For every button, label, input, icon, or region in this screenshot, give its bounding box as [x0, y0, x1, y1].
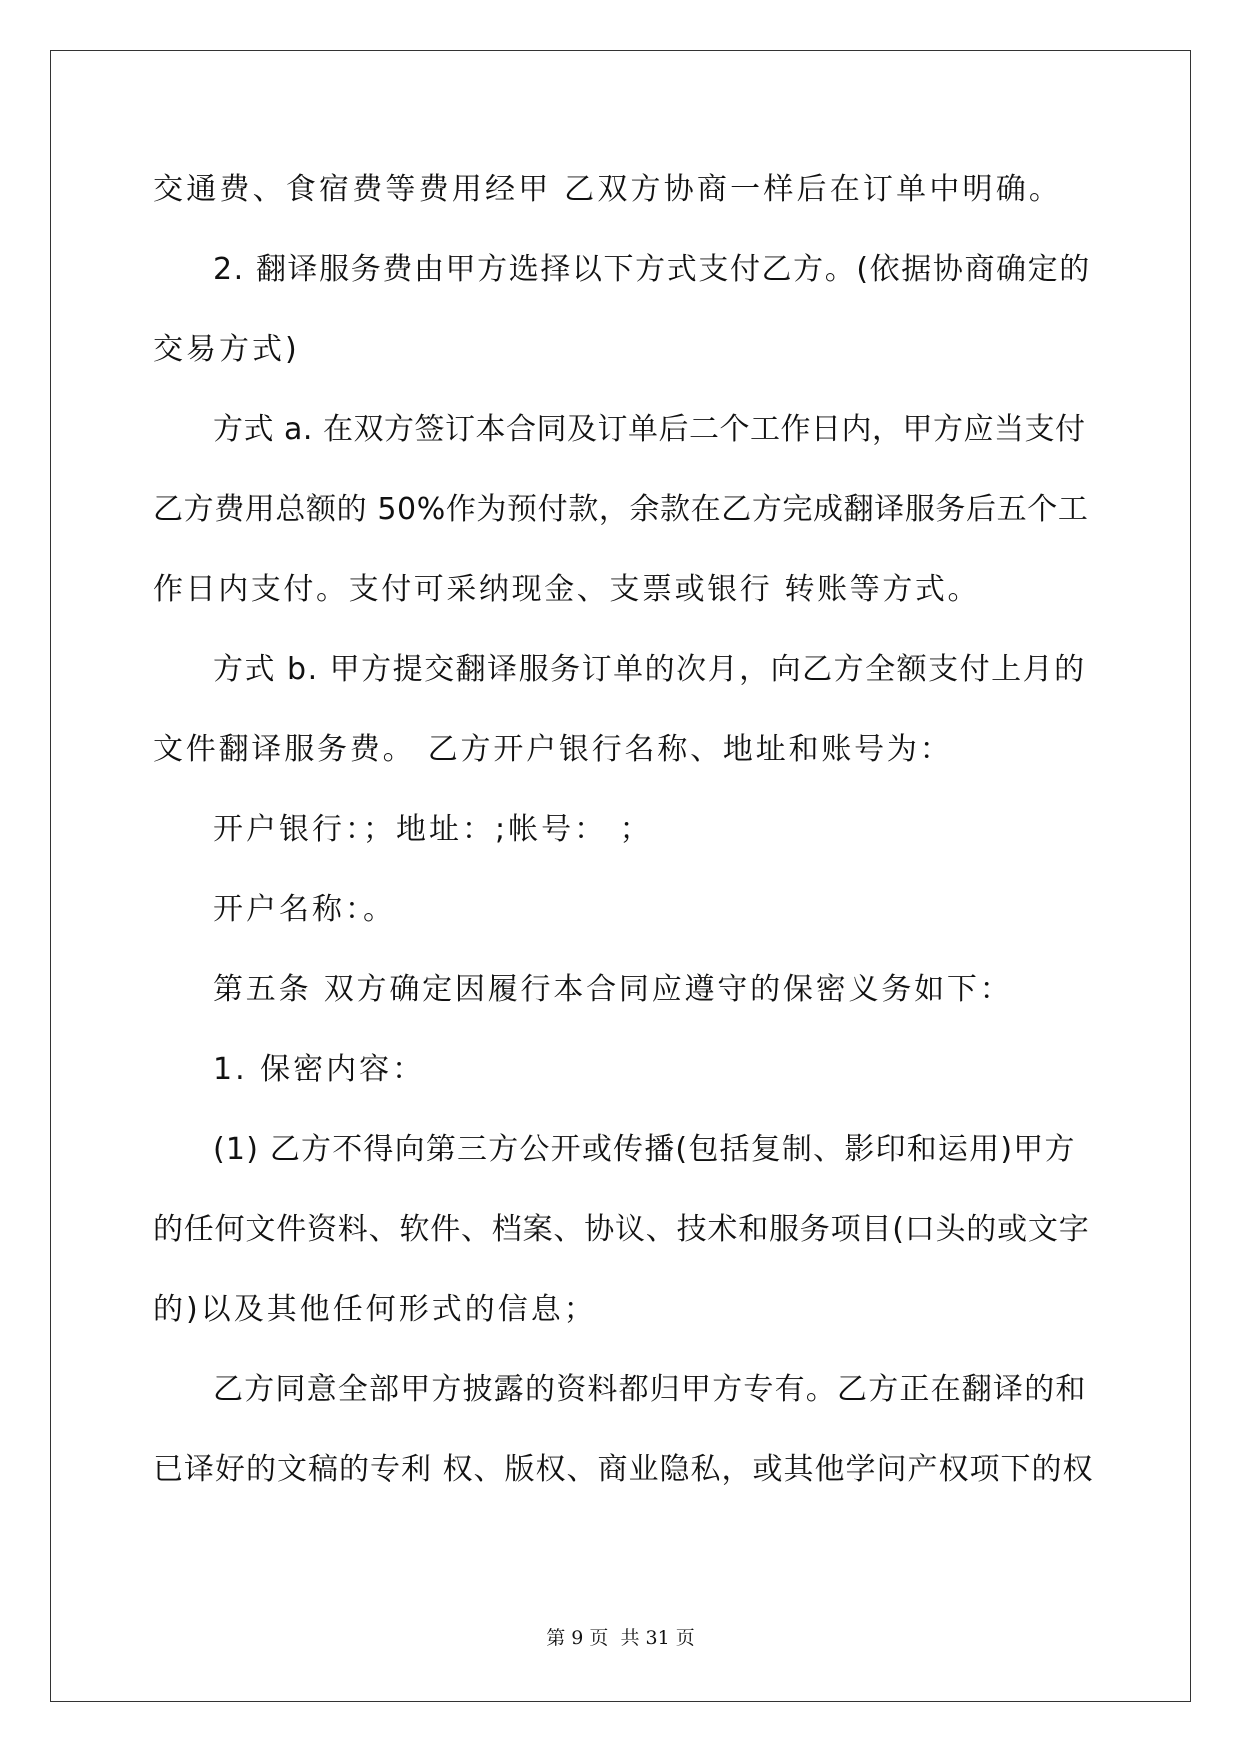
text-line: 2. 翻译服务费由甲方选择以下方式支付乙方。(依据协商确定的: [213, 252, 1091, 287]
text-line: 方式 b. 甲方提交翻译服务订单的次月，向乙方全额支付上月的: [213, 652, 1086, 687]
text-line: 开户名称：。: [213, 892, 396, 927]
text-line: 方式 a. 在双方签订本合同及订单后二个工作日内，甲方应当支付: [213, 412, 1086, 447]
text-line: 交通费、食宿费等费用经甲 乙双方协商一样后在订单中明确。: [153, 172, 1063, 207]
text-line: 的任何文件资料、软件、档案、协议、技术和服务项目(口头的或文字: [153, 1212, 1090, 1247]
text-line: 文件翻译服务费。 乙方开户银行名称、地址和账号为：: [153, 732, 953, 767]
text-line: 交易方式): [153, 332, 300, 367]
text-line: 的)以及其他任何形式的信息；: [153, 1292, 597, 1327]
text-line: 1. 保密内容：: [213, 1052, 426, 1087]
page-number-footer: 第 9 页 共 31 页: [546, 1627, 695, 1649]
text-line: (1) 乙方不得向第三方公开或传播(包括复制、影印和运用)甲方: [213, 1132, 1076, 1167]
text-line: 乙方同意全部甲方披露的资料都归甲方专有。乙方正在翻译的和: [213, 1372, 1087, 1407]
text-line: 已译好的文稿的专利 权、版权、商业隐私，或其他学问产权项下的权: [153, 1452, 1094, 1487]
text-line: 开户银行：；地址：;帐号： ；: [213, 812, 653, 847]
text-line: 作日内支付。支付可采纳现金、支票或银行 转账等方式。: [153, 572, 981, 607]
text-line: 第五条 双方确定因履行本合同应遵守的保密义务如下：: [213, 972, 1013, 1007]
text-line: 乙方费用总额的 50%作为预付款，余款在乙方完成翻译服务后五个工: [153, 492, 1089, 527]
